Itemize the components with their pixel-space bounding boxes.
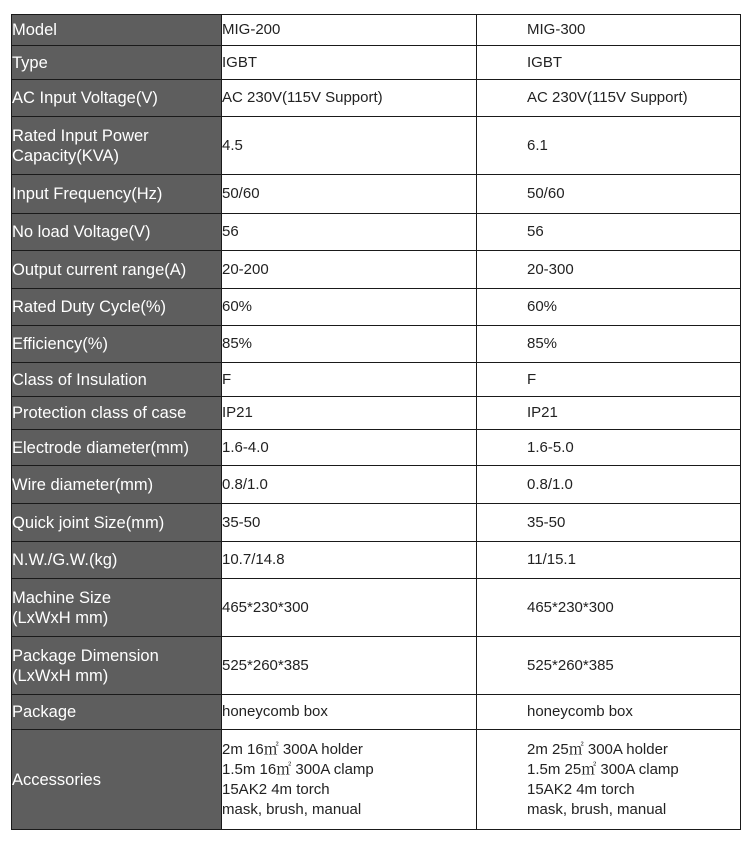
- accessory-line: 1.5m 16㎡ 300A clamp: [222, 760, 374, 778]
- row-label: Efficiency(%): [12, 326, 222, 363]
- value-cell: 85%: [477, 326, 741, 363]
- accessory-line: 15AK2 4m torch: [527, 780, 635, 798]
- table-row-quick-joint-size: [12, 504, 741, 542]
- table-row-package-dimension: [12, 637, 741, 695]
- table-row-no-load-voltage: [12, 214, 741, 251]
- row-label: Electrode diameter(mm): [12, 430, 222, 466]
- table-row-weight: [12, 542, 741, 579]
- value-cell: 35-50: [222, 504, 477, 542]
- value-cell: AC 230V(115V Support): [477, 80, 741, 117]
- table-row-output-current-range: [12, 251, 741, 289]
- model-mig300-cell: MIG-300: [477, 15, 741, 46]
- row-label: Class of Insulation: [12, 363, 222, 397]
- row-label: No load Voltage(V): [12, 214, 222, 251]
- value-cell: 60%: [477, 289, 741, 326]
- value-cell: 56: [477, 214, 741, 251]
- value-cell: 56: [222, 214, 477, 251]
- accessories-mig300-cell: [477, 730, 741, 830]
- value-cell: 525*260*385: [477, 637, 741, 695]
- row-label: N.W./G.W.(kg): [12, 542, 222, 579]
- row-label: [12, 579, 222, 637]
- value-cell: 50/60: [222, 175, 477, 214]
- value-cell: 11/15.1: [477, 542, 741, 579]
- value-cell: 525*260*385: [222, 637, 477, 695]
- value-cell: IP21: [222, 397, 477, 430]
- value-cell: 0.8/1.0: [222, 466, 477, 504]
- table-row-machine-size: [12, 579, 741, 637]
- table-row-model: [12, 15, 741, 46]
- table-row-rated-duty-cycle: [12, 289, 741, 326]
- accessory-line: 1.5m 25㎡ 300A clamp: [527, 760, 679, 778]
- value-cell: 50/60: [477, 175, 741, 214]
- value-cell: IGBT: [222, 46, 477, 80]
- table-row-type: [12, 46, 741, 80]
- row-label: Wire diameter(mm): [12, 466, 222, 504]
- value-cell: IGBT: [477, 46, 741, 80]
- table-row-rated-input-power: [12, 117, 741, 175]
- value-cell: 35-50: [477, 504, 741, 542]
- table-row-electrode-diameter: [12, 430, 741, 466]
- accessory-line: 2m 16㎡ 300A holder: [222, 740, 363, 758]
- row-label-line: (LxWxH mm): [12, 666, 109, 685]
- table-row-package: [12, 695, 741, 730]
- accessory-line: 15AK2 4m torch: [222, 780, 330, 798]
- value-cell: 85%: [222, 326, 477, 363]
- row-label: Protection class of case: [12, 397, 222, 430]
- row-label: Rated Duty Cycle(%): [12, 289, 222, 326]
- value-cell: AC 230V(115V Support): [222, 80, 477, 117]
- value-cell: 20-200: [222, 251, 477, 289]
- value-cell: 4.5: [222, 117, 477, 175]
- value-cell: IP21: [477, 397, 741, 430]
- row-label-line: Machine Size: [12, 588, 112, 607]
- value-cell: 465*230*300: [477, 579, 741, 637]
- table-row-protection-class: [12, 397, 741, 430]
- row-label: [12, 637, 222, 695]
- row-label-line: Capacity(KVA): [12, 146, 119, 165]
- table-row-ac-input-voltage: [12, 80, 741, 117]
- table-row-input-frequency: [12, 175, 741, 214]
- value-cell: F: [477, 363, 741, 397]
- table-row-efficiency: [12, 326, 741, 363]
- accessories-mig200-cell: [222, 730, 477, 830]
- value-cell: 1.6-5.0: [477, 430, 741, 466]
- value-cell: 60%: [222, 289, 477, 326]
- value-cell: 465*230*300: [222, 579, 477, 637]
- row-label: Quick joint Size(mm): [12, 504, 222, 542]
- spec-table: [11, 14, 741, 830]
- accessory-line: mask, brush, manual: [222, 800, 362, 818]
- model-mig200-cell: MIG-200: [222, 15, 477, 46]
- accessory-line: 2m 25㎡ 300A holder: [527, 740, 668, 758]
- table-row-accessories: [12, 730, 741, 830]
- value-cell: 20-300: [477, 251, 741, 289]
- row-label: Accessories: [12, 730, 222, 830]
- row-label: Input Frequency(Hz): [12, 175, 222, 214]
- row-label: [12, 117, 222, 175]
- table-row-wire-diameter: [12, 466, 741, 504]
- row-label-line: Rated Input Power: [12, 126, 149, 145]
- value-cell: 1.6-4.0: [222, 430, 477, 466]
- row-label-line: Package Dimension: [12, 646, 159, 665]
- row-label: AC Input Voltage(V): [12, 80, 222, 117]
- row-label: Model: [12, 15, 222, 46]
- row-label-line: (LxWxH mm): [12, 608, 109, 627]
- value-cell: 6.1: [477, 117, 741, 175]
- value-cell: honeycomb box: [222, 695, 477, 730]
- row-label: Package: [12, 695, 222, 730]
- spec-sheet: [11, 14, 740, 830]
- table-row-class-of-insulation: [12, 363, 741, 397]
- value-cell: 10.7/14.8: [222, 542, 477, 579]
- accessory-line: mask, brush, manual: [527, 800, 667, 818]
- value-cell: 0.8/1.0: [477, 466, 741, 504]
- row-label: Output current range(A): [12, 251, 222, 289]
- value-cell: F: [222, 363, 477, 397]
- row-label: Type: [12, 46, 222, 80]
- value-cell: honeycomb box: [477, 695, 741, 730]
